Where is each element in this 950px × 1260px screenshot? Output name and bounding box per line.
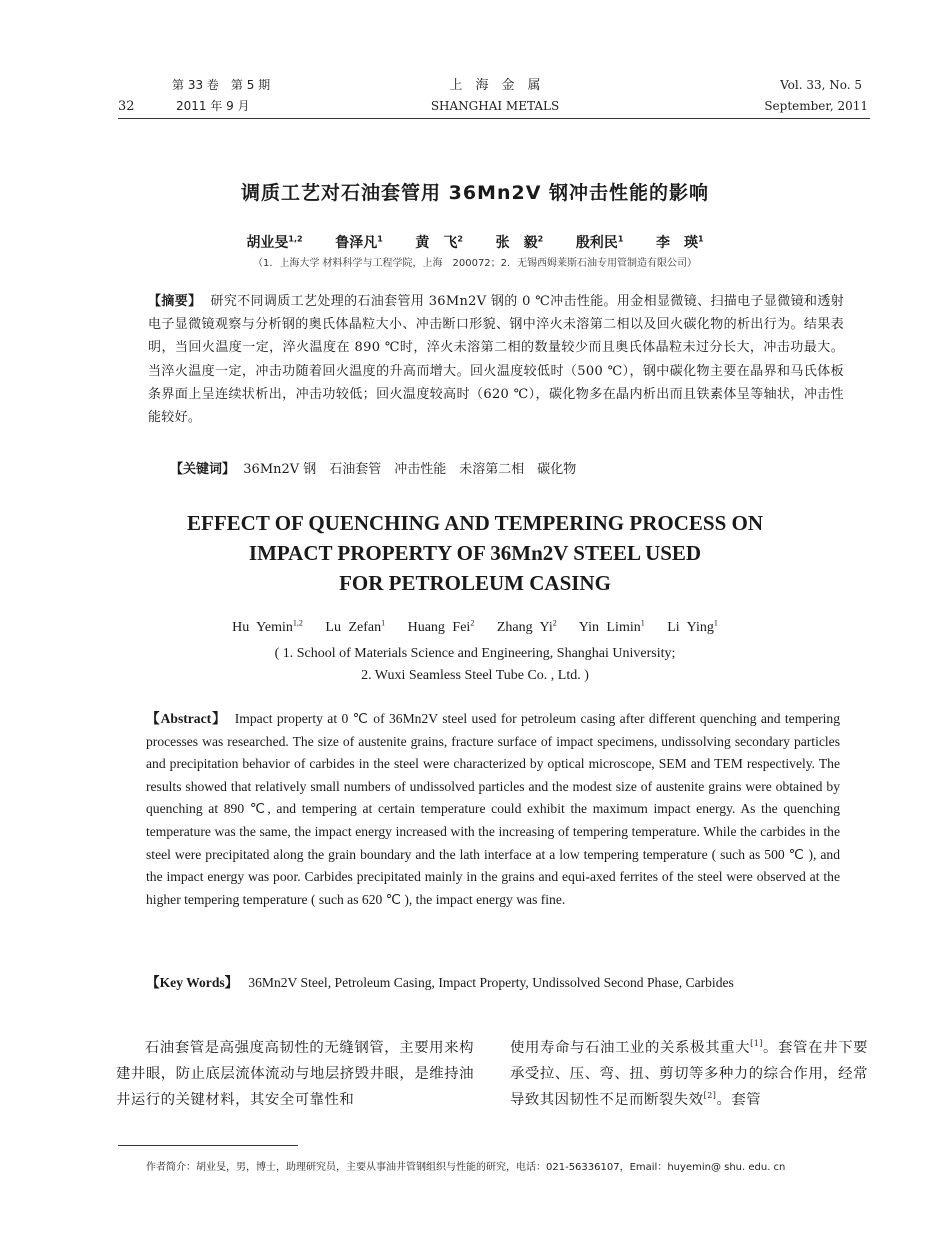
body-column-left: 石油套管是高强度高韧性的无缝钢管，主要用来构建井眼，防止底层流体流动与地层挤毁井眼，是维持油井运行的关键材料，其安全可靠性和 xyxy=(116,1040,474,1108)
author-cn: 黄 飞$^2$ xyxy=(415,234,463,251)
abstract-en xyxy=(146,708,840,911)
date-cn: 2011 年 9 月 xyxy=(176,99,250,113)
abstract-cn-text: 研究不同调质工艺处理的石油套管用 36Mn2V 钢的 0 ℃冲击性能。用金相显微镜、扫描电子显微镜和透射电子显微镜观察与分析钢的奥氏体晶粒大小、冲击断口形貌、钢中淬火未溶第二相以及回火碳化物的析出行为。结果表明，当回火温度一定，淬火温度在 890 ℃时，淬火未溶第二相的数量较少而且奥氏体晶粒未过分长大，冲击功最大。当淬火温度一定，冲击功随着回火温度的升高而增大。回火温度较低时（500 ℃），钢中碳化物主要在晶界和马氏体板条界面上呈连续状析出，冲击功较低；回火温度较高时（620 ℃），碳化物多在晶内析出而且铁素体呈等轴状，冲击性能较好。 xyxy=(148,294,845,426)
footnote-rule xyxy=(118,1145,298,1146)
abstract-cn xyxy=(148,290,844,429)
authors-cn xyxy=(0,232,950,252)
journal-name-cn: 上 海 金 属 xyxy=(449,78,541,93)
title-cn: 调质工艺对石油套管用 36Mn2V 钢冲击性能的影响 xyxy=(240,182,710,204)
volume-issue-cn: 第 33 卷 第 5 期 xyxy=(172,78,271,92)
affiliation-en-line: ( 1. School of Materials Science and Engineering, Shanghai University; xyxy=(274,646,676,661)
citation-ref: [1] xyxy=(750,1039,763,1049)
citation-ref: [2] xyxy=(703,1091,717,1101)
affiliation-cn: （1．上海大学 材料科学与工程学院，上海 200072；2．无锡西姆莱斯石油专用管制造有限公司） xyxy=(252,258,698,269)
authors-en xyxy=(0,620,950,636)
keywords-en xyxy=(146,972,840,994)
author-cn: 鲁泽凡$^1$ xyxy=(335,234,383,251)
keywords-en-text: 36Mn2V Steel, Petroleum Casing, Impact Property, Undissolved Second Phase, Carbides xyxy=(248,975,734,990)
author-en: Zhang Yi$^2$ xyxy=(496,618,557,635)
title-en xyxy=(0,508,950,598)
abstract-en-label: 【Abstract】 xyxy=(146,711,227,726)
title-en-line: IMPACT PROPERTY OF 36Mn2V STEEL USED xyxy=(248,541,702,565)
author-cn: 李 瑛$^1$ xyxy=(656,234,704,251)
keywords-cn-label: 【关键词】 xyxy=(170,462,236,477)
page-number: 32 xyxy=(118,99,135,114)
author-en: Lu Zefan$^1$ xyxy=(325,618,386,635)
author-en: Yin Limin$^1$ xyxy=(578,618,645,635)
date-en: September, 2011 xyxy=(764,99,868,113)
author-cn: 胡业旻$^{1,2}$ xyxy=(246,234,303,251)
keywords-en-label: 【Key Words】 xyxy=(146,975,239,990)
author-en: Hu Yemin$^{1,2}$ xyxy=(232,618,303,635)
author-en: Huang Fei$^2$ xyxy=(407,618,475,635)
affiliation-en xyxy=(0,643,950,687)
affiliation-en-line: 2. Wuxi Seamless Steel Tube Co. , Ltd. ) xyxy=(361,668,589,683)
header-rule xyxy=(118,118,870,119)
title-en-line: FOR PETROLEUM CASING xyxy=(339,571,611,595)
keywords-cn-text: 36Mn2V 钢 石油套管 冲击性能 未溶第二相 碳化物 xyxy=(243,462,577,477)
author-footnote: 作者简介：胡业旻，男，博士，助理研究员，主要从事油井管钢组织与性能的研究，电话：021-56336107，Email：huyemin@ shu. edu. cn xyxy=(146,1162,786,1173)
journal-name-en: SHANGHAI METALS xyxy=(430,99,560,113)
abstract-en-text: Impact property at 0 ℃ of 36Mn2V steel used for petroleum casing after different quenching and tempering processes was researched. The size of austenite grains, fracture surface of impact specimens, undissolving secondary particles and precipitation behavior of carbides in the steel were characterized by optical microscope, SEM and TEM respectively. The results showed that relatively small numbers of undissolved particles and the modest size of austenite grains were obtained by quenching at 890 ℃, and tempering at certain temperature could exhibit the maximum impact energy. As the quenching temperature was the same, the impact energy increased with the increasing of tempering temperature. While the carbides in the steel were precipitated along the grain boundary and the lath interface at a low tempering temperature ( such as 500 ℃ ), and the impact energy was poor. Carbides precipitated mainly in the grains and equi-axed ferrites of the steel were observed at the higher tempering temperature ( such as 620 ℃ ), the impact energy was fine. xyxy=(146,711,840,907)
author-en: Li Ying$^1$ xyxy=(667,618,718,635)
volume-en: Vol. 33, No. 5 xyxy=(780,78,862,92)
author-cn: 殷利民$^1$ xyxy=(575,234,624,251)
abstract-cn-label: 【摘要】 xyxy=(148,294,202,309)
keywords-cn xyxy=(170,459,850,481)
body-column-right: 使用寿命与石油工业的关系极其重大[1]。套管在井下要承受拉、压、弯、扭、剪切等多种力的综合作用，经常导致其因韧性不足而断裂失效[2]。套管 xyxy=(510,1039,868,1108)
author-cn: 张 毅$^2$ xyxy=(495,234,544,251)
title-en-line: EFFECT OF QUENCHING AND TEMPERING PROCESS ON xyxy=(186,511,763,535)
